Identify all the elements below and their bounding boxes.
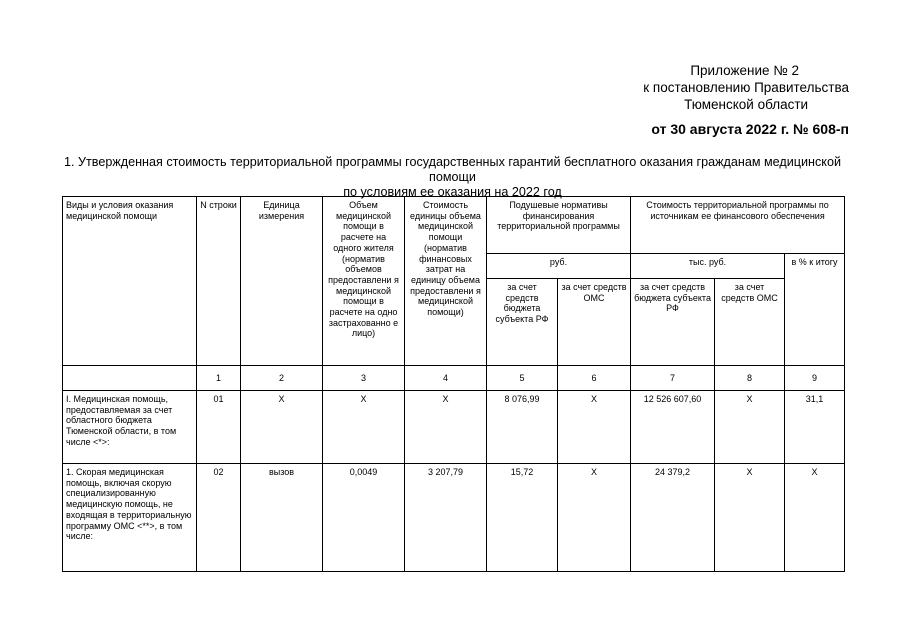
column-number: 7 [631, 366, 715, 391]
row-c8: X [715, 391, 785, 464]
header-oms-8: за счет средств ОМС [715, 279, 785, 366]
table-row [63, 464, 845, 572]
date-number: от 30 августа 2022 г. № 608-п [651, 121, 849, 137]
document-header [643, 62, 849, 138]
row-c7: 24 379,2 [631, 464, 715, 572]
header-per-capita: Подушевые нормативы финансирования территориальной программы [487, 197, 631, 254]
row-cost: 3 207,79 [405, 464, 487, 572]
header-budget-rf-5: за счет средств бюджета субъекта РФ [487, 279, 558, 366]
row-cost: X [405, 391, 487, 464]
row-number: 02 [197, 464, 241, 572]
column-number: 1 [197, 366, 241, 391]
row-c9: 31,1 [785, 391, 845, 464]
row-name: I. Медицинская помощь, предоставляемая за счет областного бюджета Тюменской области, в том числе <*>: [63, 391, 197, 464]
header-program-cost: Стоимость территориальной программы по источникам ее финансового обеспечения [631, 197, 845, 254]
header-unit: Единица измерения [241, 197, 323, 366]
resolution-label: к постановлению Правительства [643, 80, 849, 95]
table-row [63, 391, 845, 464]
row-c9: X [785, 464, 845, 572]
header-thous-rub: тыс. руб. [631, 254, 785, 279]
row-number: 01 [197, 391, 241, 464]
column-number: 9 [785, 366, 845, 391]
row-unit: X [241, 391, 323, 464]
row-c6: X [558, 391, 631, 464]
header-row-no: N строки [197, 197, 241, 366]
column-number-blank [63, 366, 197, 391]
header-volume: Объем медицинской помощи в расчете на одного жителя (норматив объемов предоставлени я медицинской помощи в расчете на одно застрахованно е лицо) [323, 197, 405, 366]
column-number: 3 [323, 366, 405, 391]
document-title [55, 155, 850, 200]
column-number: 4 [405, 366, 487, 391]
header-pct-total: в % к итогу [785, 254, 845, 366]
header-cost: Стоимость единицы объема медицинской помощи (норматив финансовых затрат на единицу объема предоставлени я медицинской помощи) [405, 197, 487, 366]
title-line-2: по условиям ее оказания на 2022 год [343, 185, 562, 199]
title-line-1: 1. Утвержденная стоимость территориальной программы государственных гарантий бесплатного оказания гражданам медицинской помощи [64, 155, 841, 184]
column-number: 5 [487, 366, 558, 391]
column-number: 2 [241, 366, 323, 391]
header-kinds: Виды и условия оказания медицинской помощи [63, 197, 197, 366]
row-volume: X [323, 391, 405, 464]
row-name: 1. Скорая медицинская помощь, включая скорую специализированную медицинскую помощь, не входящая в территориальную программу ОМС <**>, в том числе: [63, 464, 197, 572]
row-c6: X [558, 464, 631, 572]
row-c7: 12 526 607,60 [631, 391, 715, 464]
appendix-label: Приложение № 2 [690, 63, 799, 78]
cost-table [62, 196, 845, 572]
row-c8: X [715, 464, 785, 572]
column-number: 6 [558, 366, 631, 391]
row-volume: 0,0049 [323, 464, 405, 572]
row-unit: вызов [241, 464, 323, 572]
column-number: 8 [715, 366, 785, 391]
header-oms-6: за счет средств ОМС [558, 279, 631, 366]
header-rub: руб. [487, 254, 631, 279]
row-c5: 15,72 [487, 464, 558, 572]
header-budget-rf-7: за счет средств бюджета субъекта РФ [631, 279, 715, 366]
row-c5: 8 076,99 [487, 391, 558, 464]
header-row-1 [63, 197, 845, 254]
region-label: Тюменской области [684, 97, 809, 112]
column-numbers-row [63, 366, 845, 391]
